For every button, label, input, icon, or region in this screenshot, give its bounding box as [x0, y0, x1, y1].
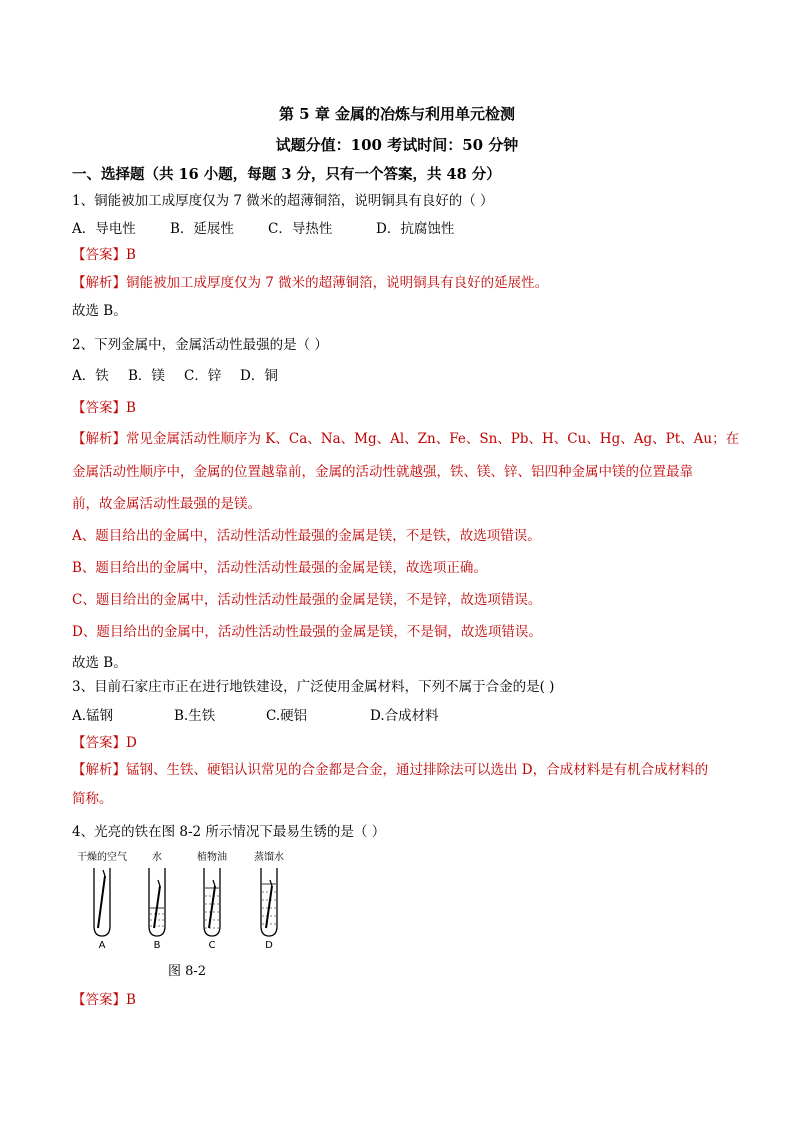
q1-analysis: [72, 273, 732, 293]
answer-label: 【答案】: [72, 400, 126, 416]
q2-options: [72, 366, 732, 386]
tube-label-a: A: [98, 940, 106, 951]
analysis-text: 铜能被加工成厚度仅为 7 微米的超薄铜箔，说明铜具有良好的延展性。: [126, 275, 549, 291]
q2-option-c-analysis: C、题目给出的金属中，活动性活动性最强的金属是镁，不是锌，故选项错误。: [72, 592, 542, 608]
q3-analysis-line-1: [72, 760, 732, 780]
answer-value: B: [126, 400, 136, 416]
answer-value: B: [126, 247, 136, 263]
q3-option-a: A.锰钢: [72, 708, 114, 724]
q2-analysis-line-1: [72, 429, 740, 449]
q2-option-c: C．锌: [184, 368, 222, 384]
q4-stem: 4、光亮的铁在图 8-2 所示情况下最易生锈的是（ ）: [72, 824, 386, 840]
q1-stem: 1、铜能被加工成厚度仅为 7 微米的超薄铜箔，说明铜具有良好的（ ）: [72, 193, 494, 209]
tube-label-b-top: 水: [152, 852, 162, 863]
answer-label: 【答案】: [72, 247, 126, 263]
q2-option-d: D．铜: [240, 368, 278, 384]
document-subtitle: 试题分值：100 考试时间：50 分钟: [275, 136, 519, 154]
analysis-label: 【解析】: [72, 275, 126, 291]
tube-label-a-top: 干燥的空气: [77, 852, 127, 863]
q2-analysis-line-3: 前，故金属活动性最强的是镁。: [72, 496, 261, 512]
analysis-text: 锰钢、生铁、硬铝认识常见的合金都是合金，通过排除法可以选出 D，合成材料是有机合成材料的: [126, 762, 709, 778]
q1-option-c: C．导热性: [268, 221, 333, 237]
q3-option-d: D.合成材料: [370, 708, 439, 724]
q2-option-d-analysis: D、题目给出的金属中，活动性活动性最强的金属是镁，不是铜，故选项错误。: [72, 624, 542, 640]
figure-caption: 图 8-2: [168, 964, 207, 979]
answer-value: B: [126, 992, 136, 1008]
answer-value: D: [126, 735, 137, 751]
analysis-label: 【解析】: [72, 762, 126, 778]
q4-answer: [72, 990, 732, 1010]
tube-label-d: D: [265, 940, 273, 951]
q1-options: [72, 219, 732, 239]
analysis-text: 常见金属活动性顺序为 K、Ca、Na、Mg、Al、Zn、Fe、Sn、Pb、H、Cu、Hg、Ag、Pt、Au；在: [126, 431, 740, 447]
section-heading: 一、选择题（共 16 小题，每题 3 分，只有一个答案，共 48 分）: [72, 166, 501, 183]
q2-option-b-analysis: B、题目给出的金属中，活动性活动性最强的金属是镁，故选项正确。: [72, 560, 487, 576]
tube-c: [204, 868, 220, 936]
q1-answer: [72, 245, 732, 265]
q3-stem: 3、目前石家庄市正在进行地铁建设，广泛使用金属材料，下列不属于合金的是( ): [72, 679, 555, 695]
q1-option-a: A．导电性: [72, 221, 136, 237]
q3-answer: [72, 733, 732, 753]
q1-conclusion: 故选 B。: [72, 303, 127, 319]
q2-conclusion: 故选 B。: [72, 655, 127, 671]
q2-answer: [72, 398, 732, 418]
test-tube-figure: [72, 846, 312, 976]
q1-option-b: B．延展性: [170, 221, 234, 237]
q3-analysis-line-2: 简称。: [72, 791, 113, 807]
q2-analysis-line-2: 金属活动性顺序中，金属的位置越靠前，金属的活动性就越强，铁、镁、锌、铝四种金属中镁的位置最靠: [72, 464, 693, 480]
q2-option-a-analysis: A、题目给出的金属中，活动性活动性最强的金属是镁，不是铁，故选项错误。: [72, 528, 541, 544]
answer-label: 【答案】: [72, 735, 126, 751]
q3-option-b: B.生铁: [174, 708, 216, 724]
tube-d: [261, 868, 277, 936]
q3-option-c: C.硬铝: [266, 708, 308, 724]
tube-label-d-top: 蒸馏水: [254, 852, 284, 863]
analysis-label: 【解析】: [72, 431, 126, 447]
tube-label-c-top: 植物油: [197, 852, 227, 863]
tube-a: [94, 868, 110, 936]
q3-options: [72, 706, 732, 726]
q2-stem: 2、下列金属中，金属活动性最强的是（ ）: [72, 337, 328, 353]
document-title: 第 5 章 金属的冶炼与利用单元检测: [278, 105, 516, 123]
tube-b: [149, 868, 165, 936]
answer-label: 【答案】: [72, 992, 126, 1008]
q1-option-d: D．抗腐蚀性: [376, 221, 455, 237]
q2-option-b: B．镁: [128, 368, 165, 384]
tube-label-c: C: [208, 940, 216, 951]
tube-label-b: B: [153, 940, 161, 951]
q2-option-a: A．铁: [72, 368, 109, 384]
